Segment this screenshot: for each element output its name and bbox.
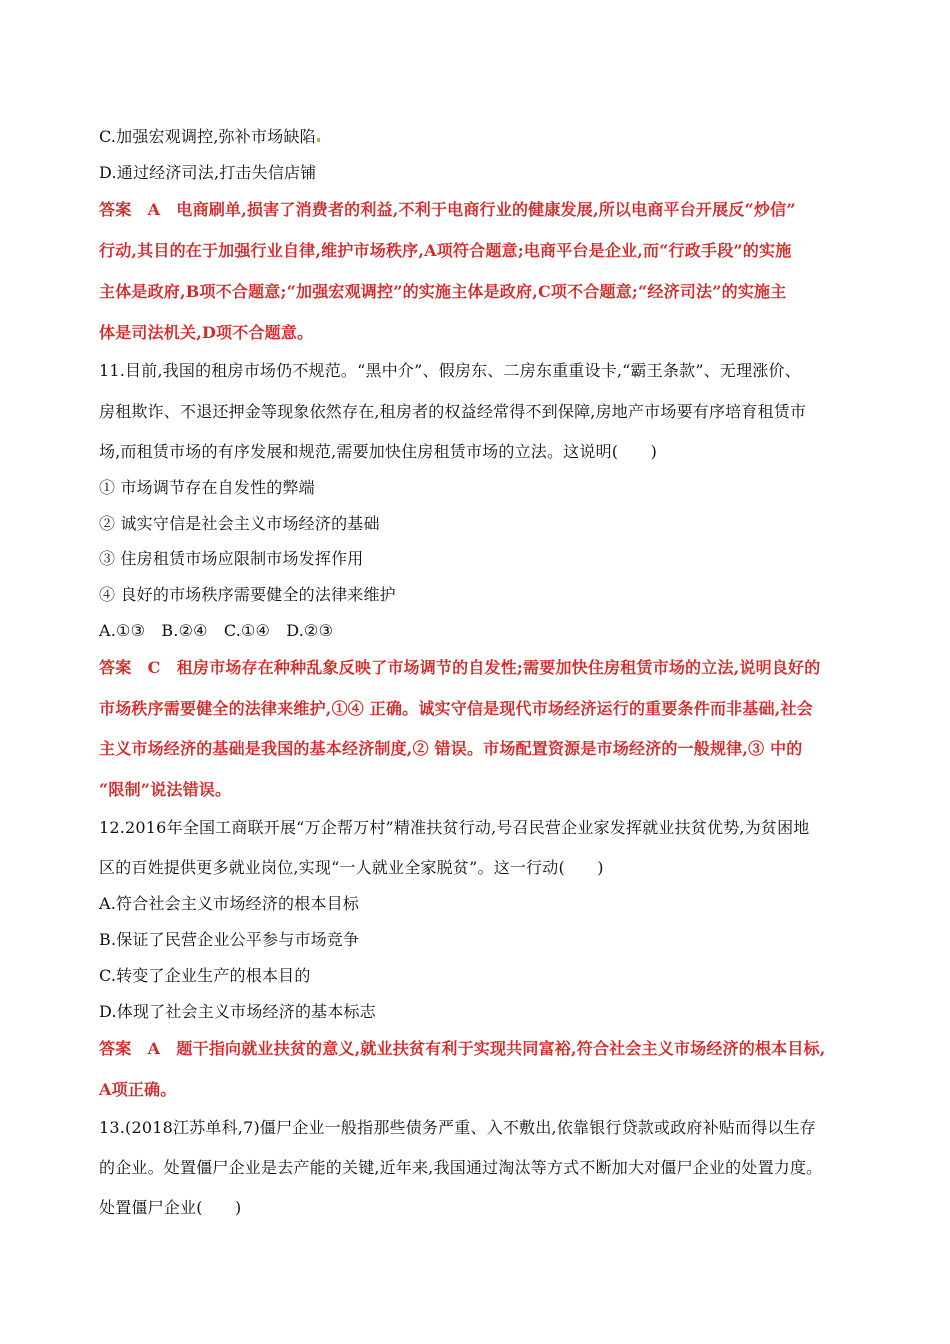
q12-answer-line-1: 答案 A 题干指向就业扶贫的意义,就业扶贫有利于实现共同富裕,符合社会主义市场经济的根本目标, <box>99 1039 826 1058</box>
q10-answer-line-1: 答案 A 电商刷单,损害了消费者的利益,不利于电商行业的健康发展,所以电商平台开展反“炒信” <box>99 200 796 219</box>
q11-answer-line-2: 市场秩序需要健全的法律来维护,①④ 正确。诚实守信是现代市场经济运行的重要条件而非基础,社会 <box>99 699 813 718</box>
q12-option-b: B.保证了民营企业公平参与市场竞争 <box>99 930 360 949</box>
q11-item-4: ④ 良好的市场秩序需要健全的法律来维护 <box>99 585 396 604</box>
q11-stem-line-2: 房租欺诈、不退还押金等现象依然存在,租房者的权益经常得不到保障,房地产市场要有序培育租赁市 <box>99 402 807 421</box>
q11-stem-line-3: 场,而租赁市场的有序发展和规范,需要加快住房租赁市场的立法。这说明( ) <box>99 442 658 461</box>
q11-stem-line-1: 11.目前,我国的租房市场仍不规范。“黑中介”、假房东、二房东重重设卡,“霸王条款”、无理涨价、 <box>99 361 801 380</box>
q12-answer-line-2: A项正确。 <box>99 1080 177 1099</box>
q13-stem-line-1: 13.(2018江苏单科,7)僵尸企业一般指那些债务严重、入不敷出,依靠银行贷款或政府补贴而得以生存 <box>99 1118 817 1137</box>
q11-choices: A.①③ B.②④ C.①④ D.②③ <box>99 621 334 640</box>
q13-stem-line-2: 的企业。处置僵尸企业是去产能的关键,近年来,我国通过淘汰等方式不断加大对僵尸企业的处置力度。 <box>99 1158 823 1177</box>
q11-item-2: ② 诚实守信是社会主义市场经济的基础 <box>99 514 380 533</box>
edit-marker-icon <box>317 138 320 142</box>
q13-stem-line-3: 处置僵尸企业( ) <box>99 1198 242 1217</box>
q11-answer-line-4: “限制”说法错误。 <box>99 780 232 799</box>
q10-answer-line-3: 主体是政府,B项不合题意;“加强宏观调控”的实施主体是政府,C项不合题意;“经济司法”的实施主 <box>99 282 787 301</box>
q12-option-c: C.转变了企业生产的根本目的 <box>99 966 311 985</box>
q11-item-3: ③ 住房租赁市场应限制市场发挥作用 <box>99 549 364 568</box>
q10-answer-line-2: 行动,其目的在于加强行业自律,维护市场秩序,A项符合题意;电商平台是企业,而“行政手段”的实施 <box>99 241 792 260</box>
q11-item-1: ① 市场调节存在自发性的弊端 <box>99 478 315 497</box>
q10-option-c <box>99 126 320 148</box>
q12-option-a: A.符合社会主义市场经济的根本目标 <box>99 894 360 913</box>
q10-answer-line-4: 体是司法机关,D项不合题意。 <box>99 323 314 342</box>
option-text: C.加强宏观调控,弥补市场缺陷 <box>99 127 316 146</box>
q11-answer-line-1: 答案 C 租房市场存在种种乱象反映了市场调节的自发性;需要加快住房租赁市场的立法,说明良好的 <box>99 658 821 677</box>
q11-answer-line-3: 主义市场经济的基础是我国的基本经济制度,② 错误。市场配置资源是市场经济的一般规律,③ 中的 <box>99 739 803 758</box>
q12-stem-line-2: 区的百姓提供更多就业岗位,实现“一人就业全家脱贫”。这一行动( ) <box>99 858 604 877</box>
q12-stem-line-1: 12.2016年全国工商联开展“万企帮万村”精准扶贫行动,号召民营企业家发挥就业扶贫优势,为贫困地 <box>99 818 810 837</box>
q10-option-d: D.通过经济司法,打击失信店铺 <box>99 163 317 182</box>
q12-option-d: D.体现了社会主义市场经济的基本标志 <box>99 1002 376 1021</box>
